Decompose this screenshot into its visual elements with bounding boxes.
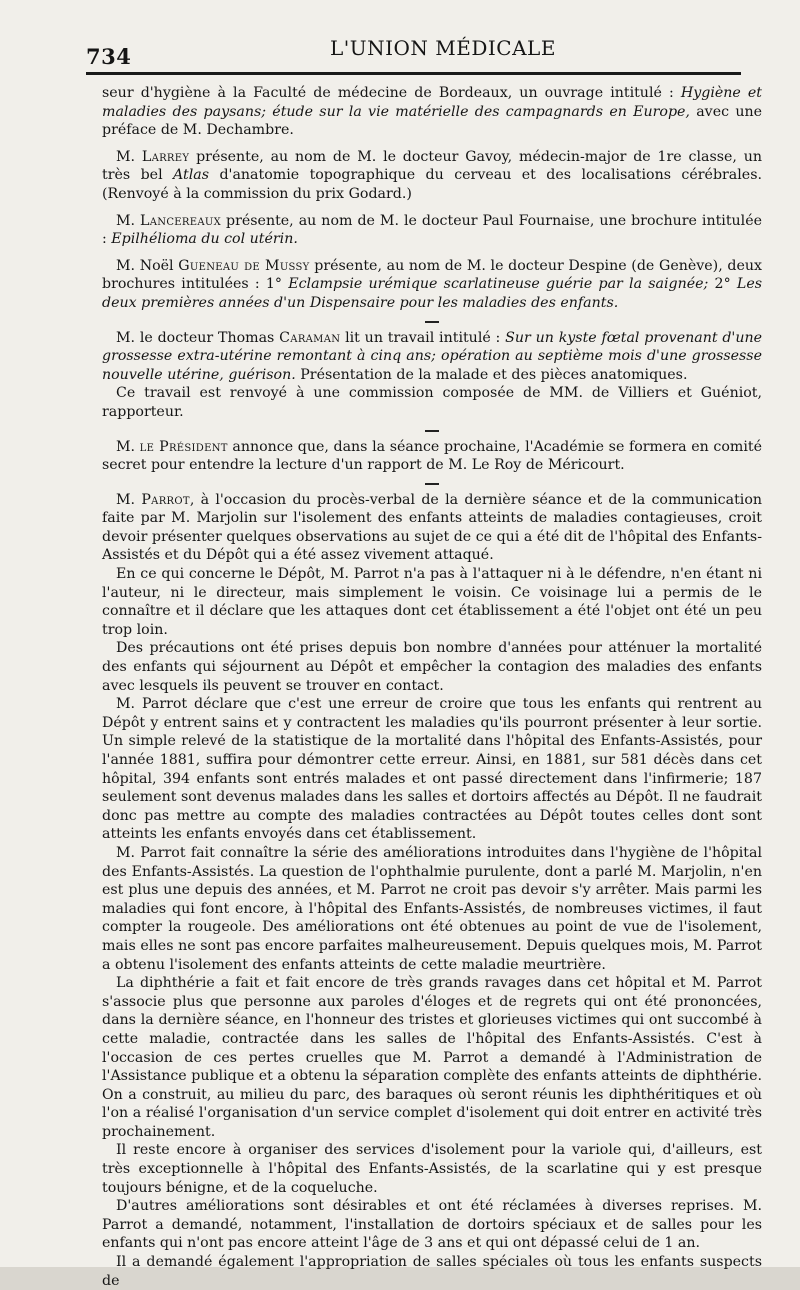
speaker-name: le Président <box>139 438 228 455</box>
speaker-name: Caraman <box>279 329 341 346</box>
book-title: Atlas <box>173 167 210 184</box>
text-run: M. <box>116 438 140 455</box>
paragraph-lancereaux <box>102 212 762 249</box>
paragraph-parrot-intro <box>102 491 762 565</box>
work-title: Sur un kyste fœtal provenant d'une grossesse extra-utérine remontant à cinq ans; opération au septième mois d'une grossesse nouvelle utérine, guérison. <box>102 329 762 383</box>
paragraph-statistics: M. Parrot déclare que c'est une erreur de croire que tous les enfants qui rentrent au Dépôt y entrent sains et y contractent les maladies qu'ils pourront présenter à leur sortie. Un simple relevé de la statistique de la mortalité dans l'hôpital des Enfants-Assistés, pour l'année 1881, suffira pour démontrer cette erreur. Ainsi, en 1881, sur 581 décès dans cet hôpital, 394 enfants sont entrés malades et ont passé directement dans l'infirmerie; 187 seulement sont devenus malades dans les salles et dortoirs affectés au Dépôt. Il ne faudrait donc pas mettre au compte des maladies contractées au Dépôt toutes celles dont sont atteints les enfants envoyés dans cet établissement. <box>102 696 762 843</box>
running-title: L'UNION MÉDICALE <box>330 36 556 60</box>
text-run: M. <box>116 491 142 508</box>
book-title: Hygiène et maladies des paysans; étude sur la vie matérielle des campagnards en Europe, <box>102 85 762 120</box>
text-run: avec une préface de M. Dechambre. <box>102 103 762 139</box>
text-run: 2° <box>708 276 737 293</box>
text-run: , à l'occasion du procès-verbal de la dernière séance et de la communication faite par M. Marjolin sur l'isolement des enfants atteints de maladies contagieuses, croit devoir présenter quelques observations au sujet de ce qui a été dit de l'hôpital des Enfants-Assistés et du Dépôt qui a été assez vivement attaqué. <box>102 491 762 564</box>
book-title: Eclampsie urémique scarlatineuse guérie par la saignée; <box>288 276 709 293</box>
text-run: Présentation de la malade et des pièces anatomiques. <box>295 366 688 383</box>
paragraph-dortoirs: D'autres améliorations sont désirables et ont été réclamées à diverses reprises. M. Parrot a demandé, notamment, l'installation de dortoirs spéciaux et de salles pour les enfants qui n'ont pas encore atteint l'âge de 3 ans et qui ont dépassé celui de 1 an. <box>102 1198 762 1252</box>
paragraph-precautions: Des précautions ont été prises depuis bon nombre d'années pour atténuer la mortalité des enfants qui séjournent au Dépôt et empêcher la contagion des maladies des enfants avec lesquels ils peuvent se trouver en contact. <box>102 640 762 694</box>
section-separator <box>425 430 439 432</box>
text-run: seur d'hygiène à la Faculté de médecine de Bordeaux, un ouvrage intitulé : <box>102 85 681 101</box>
paragraph-diphtherie: La diphthérie a fait et fait encore de très grands ravages dans cet hôpital et M. Parrot s'associe plus que personne aux paroles d'éloges et de regrets qui ont été prononcées, dans la dernière séance, en l'honneur des tristes et glorieuses victimes qui ont succombé à cette maladie, contractée dans les salles de l'hôpital des Enfants-Assistés. C'est à l'occasion de ces pertes cruelles que M. Parrot a demandé à l'Administration de l'Assistance publique et a obtenu la séparation complète des enfants atteints de diphthérie. On a construit, au milieu du parc, des baraques où seront réunis les diphthéritiques et où l'on a réalisé l'organisation d'un service complet d'isolement qui doit entrer en activité très prochainement. <box>102 975 762 1140</box>
paragraph-continuation <box>102 84 762 140</box>
speaker-name: Lancereaux <box>140 212 221 229</box>
paragraph-salles-speciales: Il a demandé également l'appropriation de salles spéciales où tous les enfants suspects de <box>102 1254 762 1289</box>
section-separator <box>425 483 439 485</box>
book-title: Epilhélioma du col utérin. <box>111 231 298 248</box>
text-run: annonce que, dans la séance prochaine, l'Académie se formera en comité secret pour entendre la lecture d'un rapport de M. Le Roy de Méricourt. <box>102 438 762 474</box>
paragraph-commission: Ce travail est renvoyé à une commission composée de MM. de Villiers et Guéniot, rapporteur. <box>102 385 762 420</box>
paragraph-depot: En ce qui concerne le Dépôt, M. Parrot n'a pas à l'attaquer ni à le défendre, n'en étant ni l'auteur, ni le directeur, mais simplement le voisin. Ce voisinage lui a permis de le connaître et il déclare que les attaques dont cet établissement a été l'objet ont été un peu trop loin. <box>102 566 762 638</box>
book-title: Les deux premières années d'un Dispensaire pour les maladies des enfants. <box>102 276 763 311</box>
speaker-name: Parrot <box>141 491 190 508</box>
page-number: 734 <box>86 44 132 69</box>
paragraph-isolement: Il reste encore à organiser des services d'isolement pour la variole qui, d'ailleurs, est très exceptionnelle à l'hôpital des Enfants-Assistés, de la scarlatine qui y est presque toujours bénigne, et de la coqueluche. <box>102 1142 762 1196</box>
text-run: M. <box>116 212 141 229</box>
text-run: M. le docteur Thomas <box>116 329 280 346</box>
paragraph-larrey <box>102 148 762 204</box>
paragraph-president <box>102 438 762 475</box>
text-run: présente, au nom de M. le docteur Despine (de Genève), deux brochures intitulées : 1° <box>102 257 762 293</box>
text-run: M. Noël <box>116 257 179 274</box>
header-rule <box>86 72 741 75</box>
text-run: d'anatomie topographique du cerveau et des localisations cérébrales. (Renvoyé à la commission du prix Godard.) <box>102 167 762 202</box>
page-header <box>86 36 746 72</box>
speaker-name: Larrey <box>141 148 190 165</box>
text-run: lit un travail intitulé : <box>340 329 506 346</box>
article-body <box>102 84 762 1290</box>
section-separator <box>425 321 439 323</box>
text-run: M. <box>116 148 142 165</box>
text-run: présente, au nom de M. le docteur Gavoy, médecin-major de 1re classe, un très bel <box>102 148 762 184</box>
paragraph-ameliorations: M. Parrot fait connaître la série des améliorations introduites dans l'hygiène de l'hôpital des Enfants-Assistés. La question de l'ophthalmie purulente, dont a parlé M. Marjolin, n'en est plus une depuis des années, et M. Parrot ne croit pas devoir s'y arrêter. Mais parmi les maladies qui font encore, à l'hôpital des Enfants-Assistés, de nombreuses victimes, il faut compter la rougeole. Des améliorations ont été obtenues au point de vue de l'isolement, mais elles ne sont pas encore parfaites malheureusement. Depuis quelques mois, M. Parrot a obtenu l'isolement des enfants atteints de cette maladie meurtrière. <box>102 844 762 973</box>
paragraph-caraman <box>102 329 762 385</box>
paragraph-gueneau-de-mussy <box>102 257 762 313</box>
speaker-name: Gueneau de Mussy <box>178 257 310 274</box>
text-run: présente, au nom de M. le docteur Paul Fournaise, une brochure intitulée : <box>102 212 762 248</box>
